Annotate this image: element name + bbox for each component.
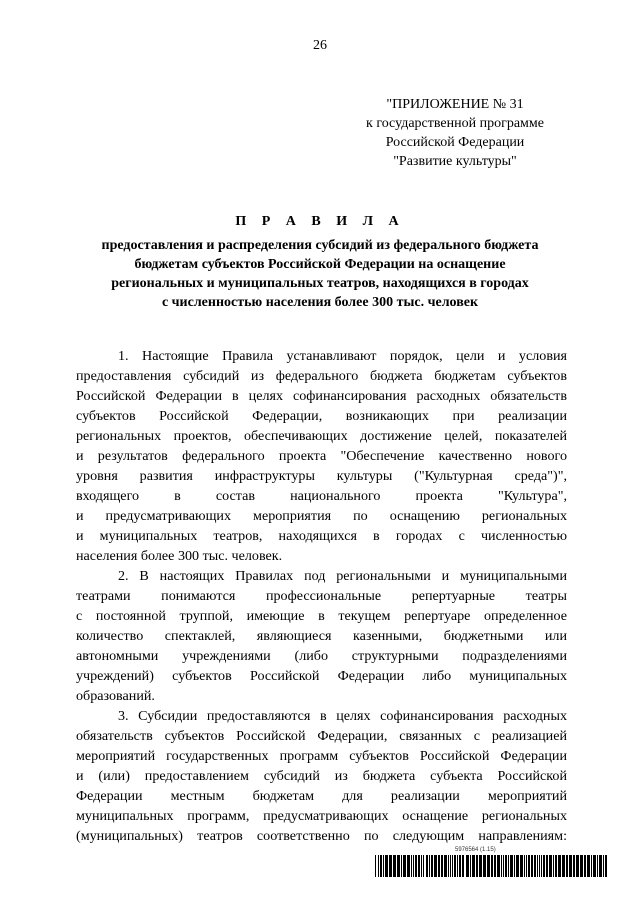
barcode-label: 5976564 (1.15) — [455, 847, 496, 853]
paragraph-1-line: предоставления субсидий из федерального бюджета бюджетам субъектов — [76, 368, 567, 384]
barcode-bar — [448, 855, 449, 877]
paragraph-3-line: муниципальных программ, предусматривающих оснащение региональных — [76, 808, 567, 824]
barcode-bar — [501, 855, 502, 877]
paragraph-2-line: автономными учреждениями (либо структурными подразделениями — [76, 648, 567, 664]
barcode-bar — [584, 855, 586, 877]
barcode-bar — [459, 855, 461, 877]
barcode-bar — [597, 855, 598, 877]
paragraph-1-line: Российской Федерации в целях софинансирования расходных обязательств — [76, 388, 567, 404]
barcode-bar — [546, 855, 548, 877]
barcode-bar — [566, 855, 568, 877]
barcode-bar — [462, 855, 464, 877]
barcode-bar — [441, 855, 443, 877]
barcode-bar — [472, 855, 475, 877]
barcode-bar — [393, 855, 396, 877]
barcode-bar — [431, 855, 433, 877]
barcode-bar — [520, 855, 523, 877]
barcode-bar — [516, 855, 519, 877]
barcode-bar — [438, 855, 440, 877]
subtitle-line: бюджетам субъектов Российской Федерации на оснащение — [134, 257, 506, 272]
barcode-bar — [403, 855, 406, 877]
appendix-line: "ПРИЛОЖЕНИЕ № 31 — [386, 97, 524, 112]
barcode-bar — [483, 855, 486, 877]
barcode-bar — [531, 855, 533, 877]
paragraph-1-line: региональных проектов, обеспечивающих достижение целей, показателей — [76, 428, 567, 444]
barcode-bar — [510, 855, 513, 877]
subtitle-line: предоставления и распределения субсидий из федерального бюджета — [101, 238, 539, 253]
barcode-bar — [505, 855, 507, 877]
paragraph-1-line: входящего в состав национального проекта "Культура", — [76, 488, 567, 504]
document-title: П Р А В И Л А — [235, 214, 405, 229]
barcode-bar — [528, 855, 530, 877]
paragraph-3-line: 3. Субсидии предоставляются в целях софинансирования расходных — [118, 708, 567, 724]
barcode-bar — [450, 855, 451, 877]
barcode-bar — [491, 855, 493, 877]
barcode-bar — [494, 855, 496, 877]
paragraph-2-line: учреждений) субъектов Российской Федерации либо муниципальных — [76, 668, 567, 684]
paragraph-2-line: с постоянной труппой, имеющие в текущем репертуаре определенное — [76, 608, 567, 624]
paragraph-1-line: уровня развития инфраструктуры культуры ("Культурная среда")", — [76, 468, 567, 484]
barcode-bar — [537, 855, 538, 877]
paragraph-2-line: образований. — [76, 688, 155, 704]
barcode-bar — [599, 855, 602, 877]
barcode-bar — [378, 855, 379, 877]
paragraph-2-line: 2. В настоящих Правилах под региональными и муниципальными — [118, 568, 567, 584]
barcode-bar — [503, 855, 504, 877]
barcode-bar — [479, 855, 482, 877]
barcode-bar — [434, 855, 437, 877]
paragraph-1-line: населения более 300 тыс. человек. — [76, 548, 283, 564]
barcode-bar — [558, 855, 561, 877]
paragraph-2-line: театрами понимаются профессиональные репертуарные театры — [76, 588, 567, 604]
barcode-bar — [487, 855, 490, 877]
barcode-bar — [476, 855, 478, 877]
barcode-bar — [470, 855, 471, 877]
barcode-bar — [426, 855, 428, 877]
paragraph-1-line: 1. Настоящие Правила устанавливают порядок, цели и условия — [118, 348, 567, 364]
barcode-bar — [526, 855, 527, 877]
subtitle-line: региональных и муниципальных театров, находящихся в городах — [111, 276, 529, 291]
barcode-bar — [444, 855, 447, 877]
barcode-bar — [562, 855, 565, 877]
barcode-bar — [587, 855, 590, 877]
barcode-bar — [543, 855, 545, 877]
paragraph-1-line: субъектов Российской Федерации, возникающих при реализации — [76, 408, 567, 424]
paragraph-3-line: Федерации местным бюджетам для реализации мероприятий — [76, 788, 567, 804]
barcode-bar — [497, 855, 500, 877]
barcode-bar — [457, 855, 458, 877]
barcode-bar — [539, 855, 540, 877]
barcode-bar — [541, 855, 542, 877]
barcode-image — [375, 855, 607, 877]
barcode-bar — [508, 855, 509, 877]
barcode-bar — [383, 855, 384, 877]
barcode-bar — [603, 855, 604, 877]
document-subtitle — [60, 236, 580, 312]
appendix-line: к государственной программе — [366, 116, 544, 131]
barcode-bar — [466, 855, 469, 877]
barcode-bar — [423, 855, 424, 877]
barcode-bar — [407, 855, 410, 877]
paragraph-3-line: (муниципальных) театров соответственно по следующим направлениям: — [76, 828, 567, 844]
barcode-bar — [534, 855, 536, 877]
paragraph-1-line: и результатов федерального проекта "Обеспечение качественно нового — [76, 448, 567, 464]
barcode-bar — [555, 855, 557, 877]
appendix-header — [330, 95, 580, 171]
barcode-bar — [397, 855, 400, 877]
barcode-bar — [380, 855, 382, 877]
barcode-bar — [385, 855, 388, 877]
barcode-bar — [389, 855, 392, 877]
barcode-bar — [401, 855, 402, 877]
barcode-bar — [605, 855, 607, 877]
barcode-bar — [524, 855, 525, 877]
barcode-bar — [411, 855, 412, 877]
page-number: 26 — [313, 38, 327, 53]
barcode-bar — [549, 855, 552, 877]
barcode-bar — [375, 855, 376, 877]
barcode-bar — [452, 855, 453, 877]
appendix-line: Российской Федерации — [385, 135, 525, 150]
barcode-bar — [553, 855, 554, 877]
paragraph-1-line: и муниципальных театров, находящихся в городах с численностью — [76, 528, 567, 544]
barcode-bar — [580, 855, 583, 877]
paragraph-3-line: и (или) предоставлением субсидий из бюджета субъекта Российской — [76, 768, 567, 784]
barcode-bar — [514, 855, 515, 877]
paragraph-2-line: количество спектаклей, являющиеся казенными, бюджетными или — [76, 628, 567, 644]
barcode-bar — [421, 855, 422, 877]
paragraph-1-line: и предусматривающих мероприятия по оснащению региональных — [76, 508, 567, 524]
paragraph-3-line: обязательств субъектов Российской Федерации, связанных с реализацией — [76, 728, 567, 744]
appendix-line: "Развитие культуры" — [393, 154, 517, 169]
barcode-bar — [569, 855, 572, 877]
barcode-bar — [413, 855, 414, 877]
barcode-bar — [576, 855, 579, 877]
document-body — [76, 346, 567, 846]
subtitle-line: с численностью населения более 300 тыс. человек — [161, 295, 479, 310]
barcode-bar — [573, 855, 575, 877]
paragraph-3-line: мероприятий государственных программ субъектов Российской Федерации — [76, 748, 567, 764]
barcode-bar — [591, 855, 592, 877]
barcode-bar — [454, 855, 456, 877]
barcode-bar — [593, 855, 596, 877]
barcode-bar — [429, 855, 430, 877]
barcode-bar — [418, 855, 420, 877]
barcode-bar — [415, 855, 417, 877]
